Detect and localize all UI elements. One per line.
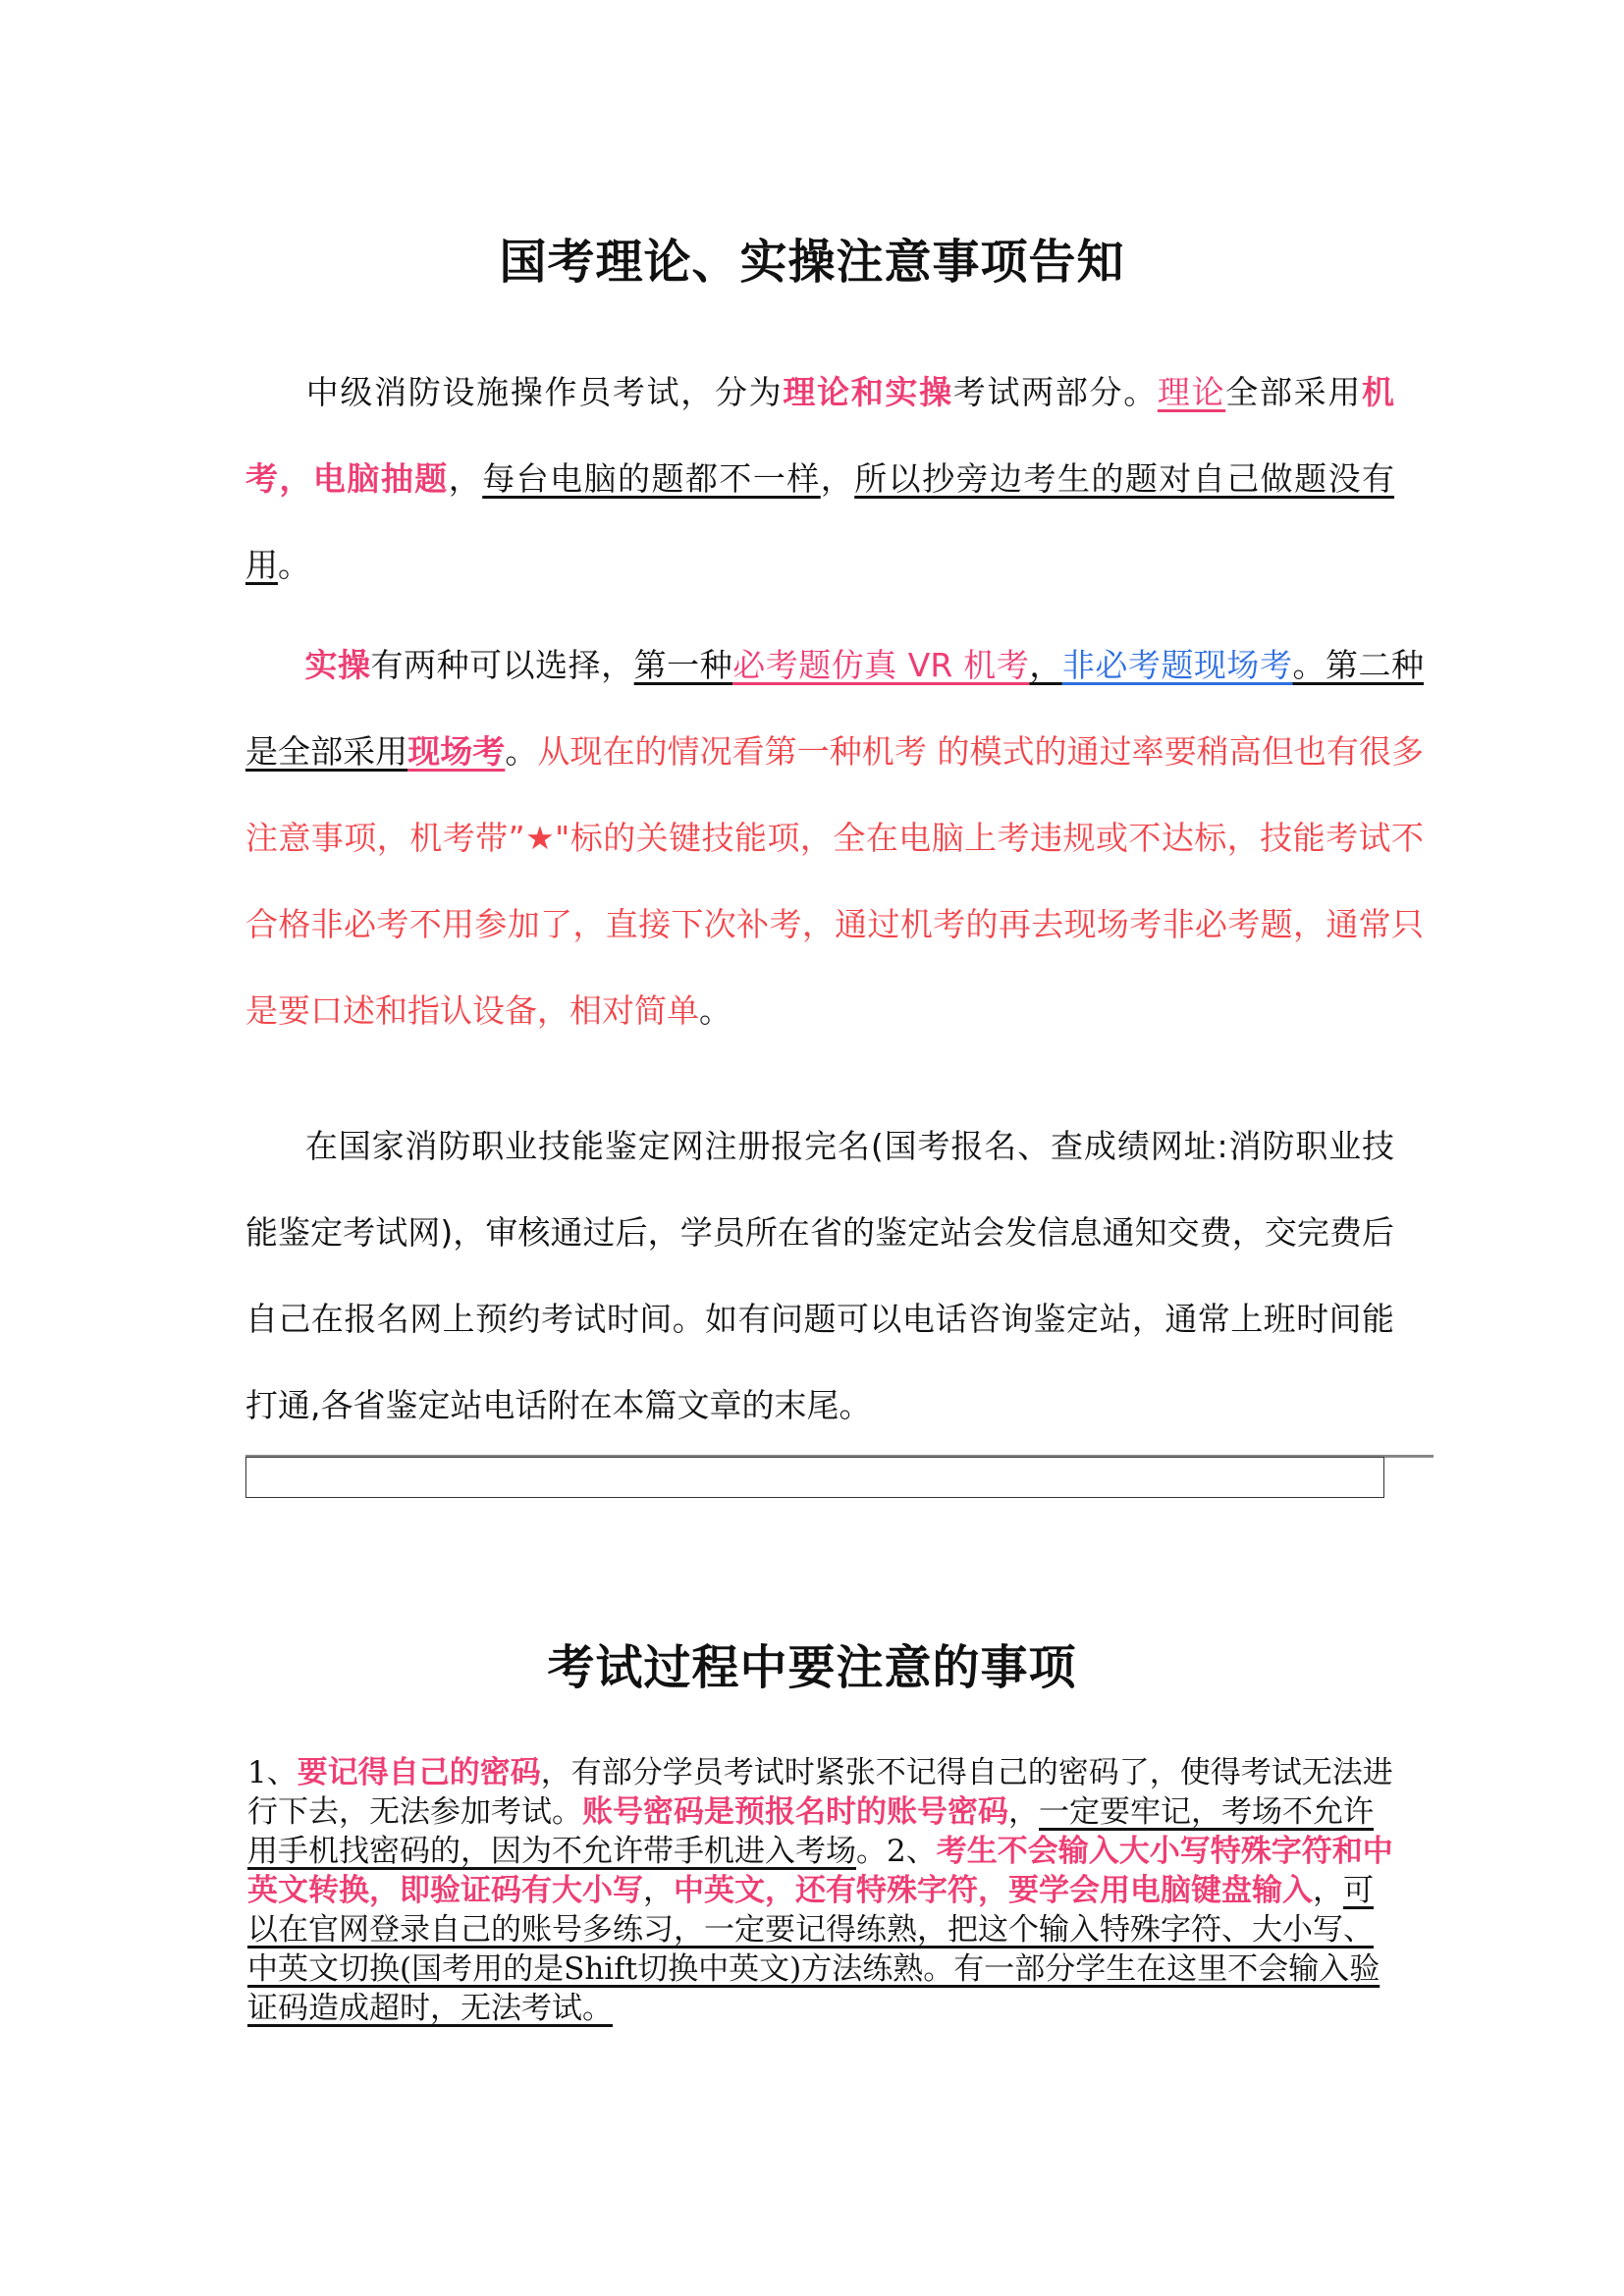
underlined-text: 每台电脑的题都不一样 [482, 459, 821, 498]
text-run: 考试两部分。 [952, 373, 1158, 411]
text-run: ， [1313, 1873, 1343, 1908]
highlight-practical: 实操 [304, 646, 371, 684]
underlined-text: 一定要牢记，考场不允许用手机找密码的，因为不允许带手机进入考场 [247, 1794, 1374, 1869]
underlined-text: ， [1029, 646, 1062, 684]
red-note: 从现在的情况看第一种机考 的模式的通过率要稍高但也有很多注意事项，机考带”★"标的关键技能项，全在电脑上考违规或不达标，技能考试不合格非必考不用参加了，直接下次补考，通过机考的再去现场考非必考题，通常只是要口述和指认设备，相对简单 [245, 732, 1425, 1030]
underlined-text: 可以在官网登录自己的账号多练习，一定要记得练熟，把这个输入特殊字符、大小写、中英文切换(国考用的是Shift切换中英文)方法练熟。有一部分学生在这里不会输入验证码造成超时，无法考试。 [247, 1873, 1380, 2026]
text-run: 1、 [247, 1755, 298, 1790]
text-run: 。2、 [856, 1834, 937, 1869]
highlight-theory-practical: 理论和实操 [783, 373, 953, 411]
text-run: ， [643, 1873, 674, 1908]
highlight-onsite: 现场考 [407, 732, 506, 771]
page-title: 国考理论、实操注意事项告知 [499, 235, 1125, 290]
highlight-onsite-exam: 非必考题现场考 [1061, 646, 1293, 684]
text-run: 在国家消防职业技能鉴定网注册报完名(国考报名、查成绩网址:消防职业技能鉴定考试网)，审核通过后，学员所在省的鉴定站会发信息通知交费，交完费后自己在报名网上预约考试时间。如有问题可以电话咨询鉴定站，通常上班时间能打通,各省鉴定站电话附在本篇文章的末尾。 [245, 1127, 1394, 1424]
underlined-text: 所以抄旁边考生的题对自己做题没有用 [245, 459, 1395, 584]
empty-box [245, 1457, 1384, 1498]
underlined-text: 第一种 [633, 646, 733, 684]
paragraph-practical-options [245, 622, 1424, 1054]
highlight-input-skills: 考生不会输入大小写特殊字符和中英文转换，即验证码有大小写 [247, 1834, 1393, 1908]
text-run: ，有部分学员考试时紧张不记得自己的密码了，使得考试无法进行下去，无法参加考试。 [247, 1755, 1393, 1830]
text-run: 全部采用 [1225, 373, 1362, 411]
section-title: 考试过程中要注意的事项 [547, 1640, 1077, 1695]
text-run: 。 [278, 546, 310, 584]
paragraph-registration [245, 1103, 1394, 1449]
highlight-keyboard-input: 中英文，还有特殊字符，要学会用电脑键盘输入 [674, 1873, 1313, 1908]
text-run: ， [820, 459, 855, 498]
paragraph-exam-parts [245, 349, 1394, 609]
text-run: 有两种可以选择， [370, 646, 634, 684]
text-run: 。 [505, 732, 538, 771]
highlight-theory: 理论 [1157, 373, 1226, 411]
text-run: ， [1008, 1794, 1039, 1830]
text-run: ， [448, 459, 483, 498]
highlight-remember-password: 要记得自己的密码 [297, 1755, 541, 1790]
text-run: 。 [699, 991, 731, 1030]
highlight-computer-exam: 机考，电脑抽题 [245, 373, 1394, 498]
text-run: 中级消防设施操作员考试，分为 [304, 373, 784, 411]
highlight-vr-exam: 必考题仿真 VR 机考 [732, 646, 1030, 684]
underlined-text: 。 [1292, 646, 1326, 684]
underlined-text: 第二种是全部采用 [245, 646, 1425, 771]
paragraph-exam-notes [247, 1753, 1394, 2028]
highlight-account-password: 账号密码是预报名时的账号密码 [582, 1794, 1008, 1830]
